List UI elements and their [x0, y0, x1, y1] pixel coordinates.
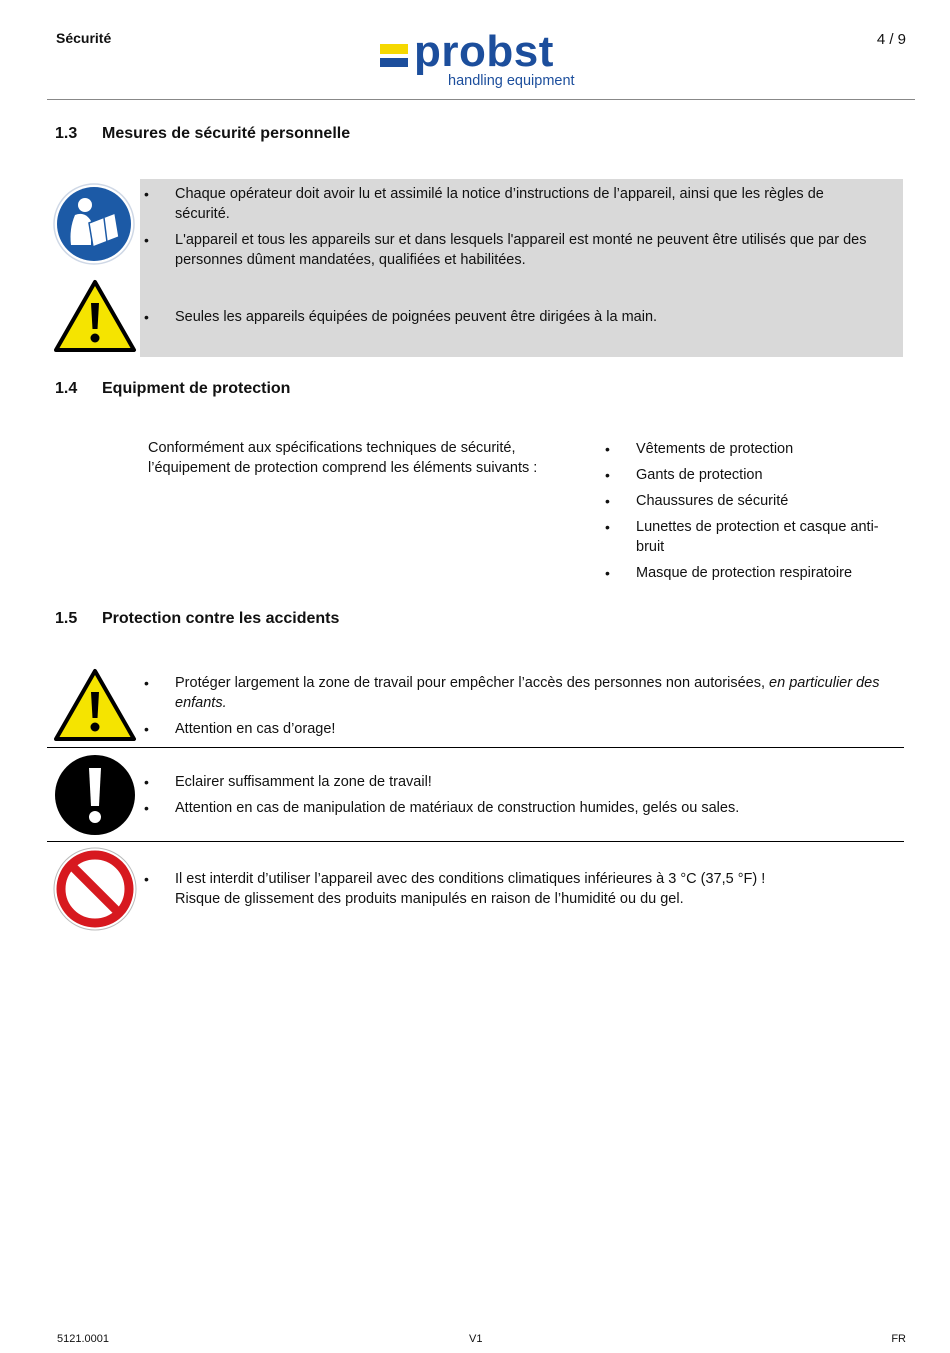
safety-rules-list	[140, 184, 880, 327]
list-item: • Gants de protection	[601, 465, 891, 485]
logo-yellow-bar	[380, 44, 408, 54]
safety-rules-box	[140, 179, 903, 357]
logo-tagline: handling equipment	[448, 73, 575, 89]
list-item: • Chaussures de sécurité	[601, 491, 891, 511]
section-number: 1.4	[55, 380, 78, 397]
logo-blue-bar	[380, 58, 408, 67]
read-manual-icon	[53, 183, 135, 265]
logo-wordmark: probst	[414, 27, 554, 76]
section-number: 1.5	[55, 610, 78, 627]
section-1-4-heading	[55, 380, 290, 398]
list-item: • L'appareil et tous les appareils sur et dans lesquels l'appareil est monté ne peuvent être utilisés que par des personnes dûment mandatées, qualifiées et habilitées.	[140, 230, 880, 270]
list-item: • Masque de protection respiratoire	[601, 563, 891, 583]
list-item: • Attention en cas d’orage!	[140, 719, 900, 739]
row-divider	[47, 747, 904, 748]
list-item	[140, 673, 900, 713]
accident-list-1	[140, 673, 900, 739]
section-title: Mesures de sécurité personnelle	[102, 125, 351, 142]
accident-list-2	[140, 772, 900, 818]
protection-intro-text: Conformément aux spécifications techniques de sécurité, l’équipement de protection comprend les éléments suivants :	[148, 440, 538, 476]
warning-triangle-icon	[53, 279, 137, 353]
list-item: • Seules les appareils équipées de poignées peuvent être dirigées à la main.	[140, 307, 880, 327]
exclamation-circle-icon	[54, 754, 136, 836]
footer-version: V1	[469, 1333, 483, 1345]
list-item: • Eclairer suffisamment la zone de travail!	[140, 772, 900, 792]
section-1-3-heading	[55, 125, 350, 143]
header-divider	[47, 99, 915, 100]
prohibition-icon	[53, 847, 137, 931]
list-item-line: Risque de glissement des produits manipulés en raison de l’humidité ou du gel.	[175, 891, 684, 907]
section-number: 1.3	[55, 125, 78, 142]
list-item	[140, 869, 900, 909]
page-number: 4 / 9	[876, 31, 906, 48]
section-1-5-heading	[55, 610, 339, 628]
list-item: • Attention en cas de manipulation de matériaux de construction humides, gelés ou sales.	[140, 798, 900, 818]
section-title: Equipment de protection	[102, 380, 291, 397]
list-item-text: Protéger largement la zone de travail pour empêcher l’accès des personnes non autorisées,	[175, 675, 770, 691]
running-header-section: Sécurité	[56, 30, 112, 46]
footer-doc-number: 5121.0001	[57, 1333, 109, 1345]
list-item: • Chaque opérateur doit avoir lu et assimilé la notice d’instructions de l’appareil, ainsi que les règles de sécurité.	[140, 184, 880, 224]
protection-equipment-list	[601, 439, 891, 583]
list-item: • Lunettes de protection et casque anti-bruit	[601, 517, 891, 557]
accident-list-3	[140, 869, 900, 909]
list-item-emphasis: en particulier des enfants.	[175, 675, 880, 711]
probst-logo	[378, 27, 590, 94]
list-item-line: Il est interdit d’utiliser l’appareil avec des conditions climatiques inférieures à 3 °C (37,5 °F) !	[175, 871, 766, 887]
warning-triangle-icon	[53, 668, 137, 742]
row-divider	[47, 841, 904, 842]
section-title: Protection contre les accidents	[102, 610, 340, 627]
list-item: • Vêtements de protection	[601, 439, 891, 459]
footer-language: FR	[891, 1333, 906, 1345]
